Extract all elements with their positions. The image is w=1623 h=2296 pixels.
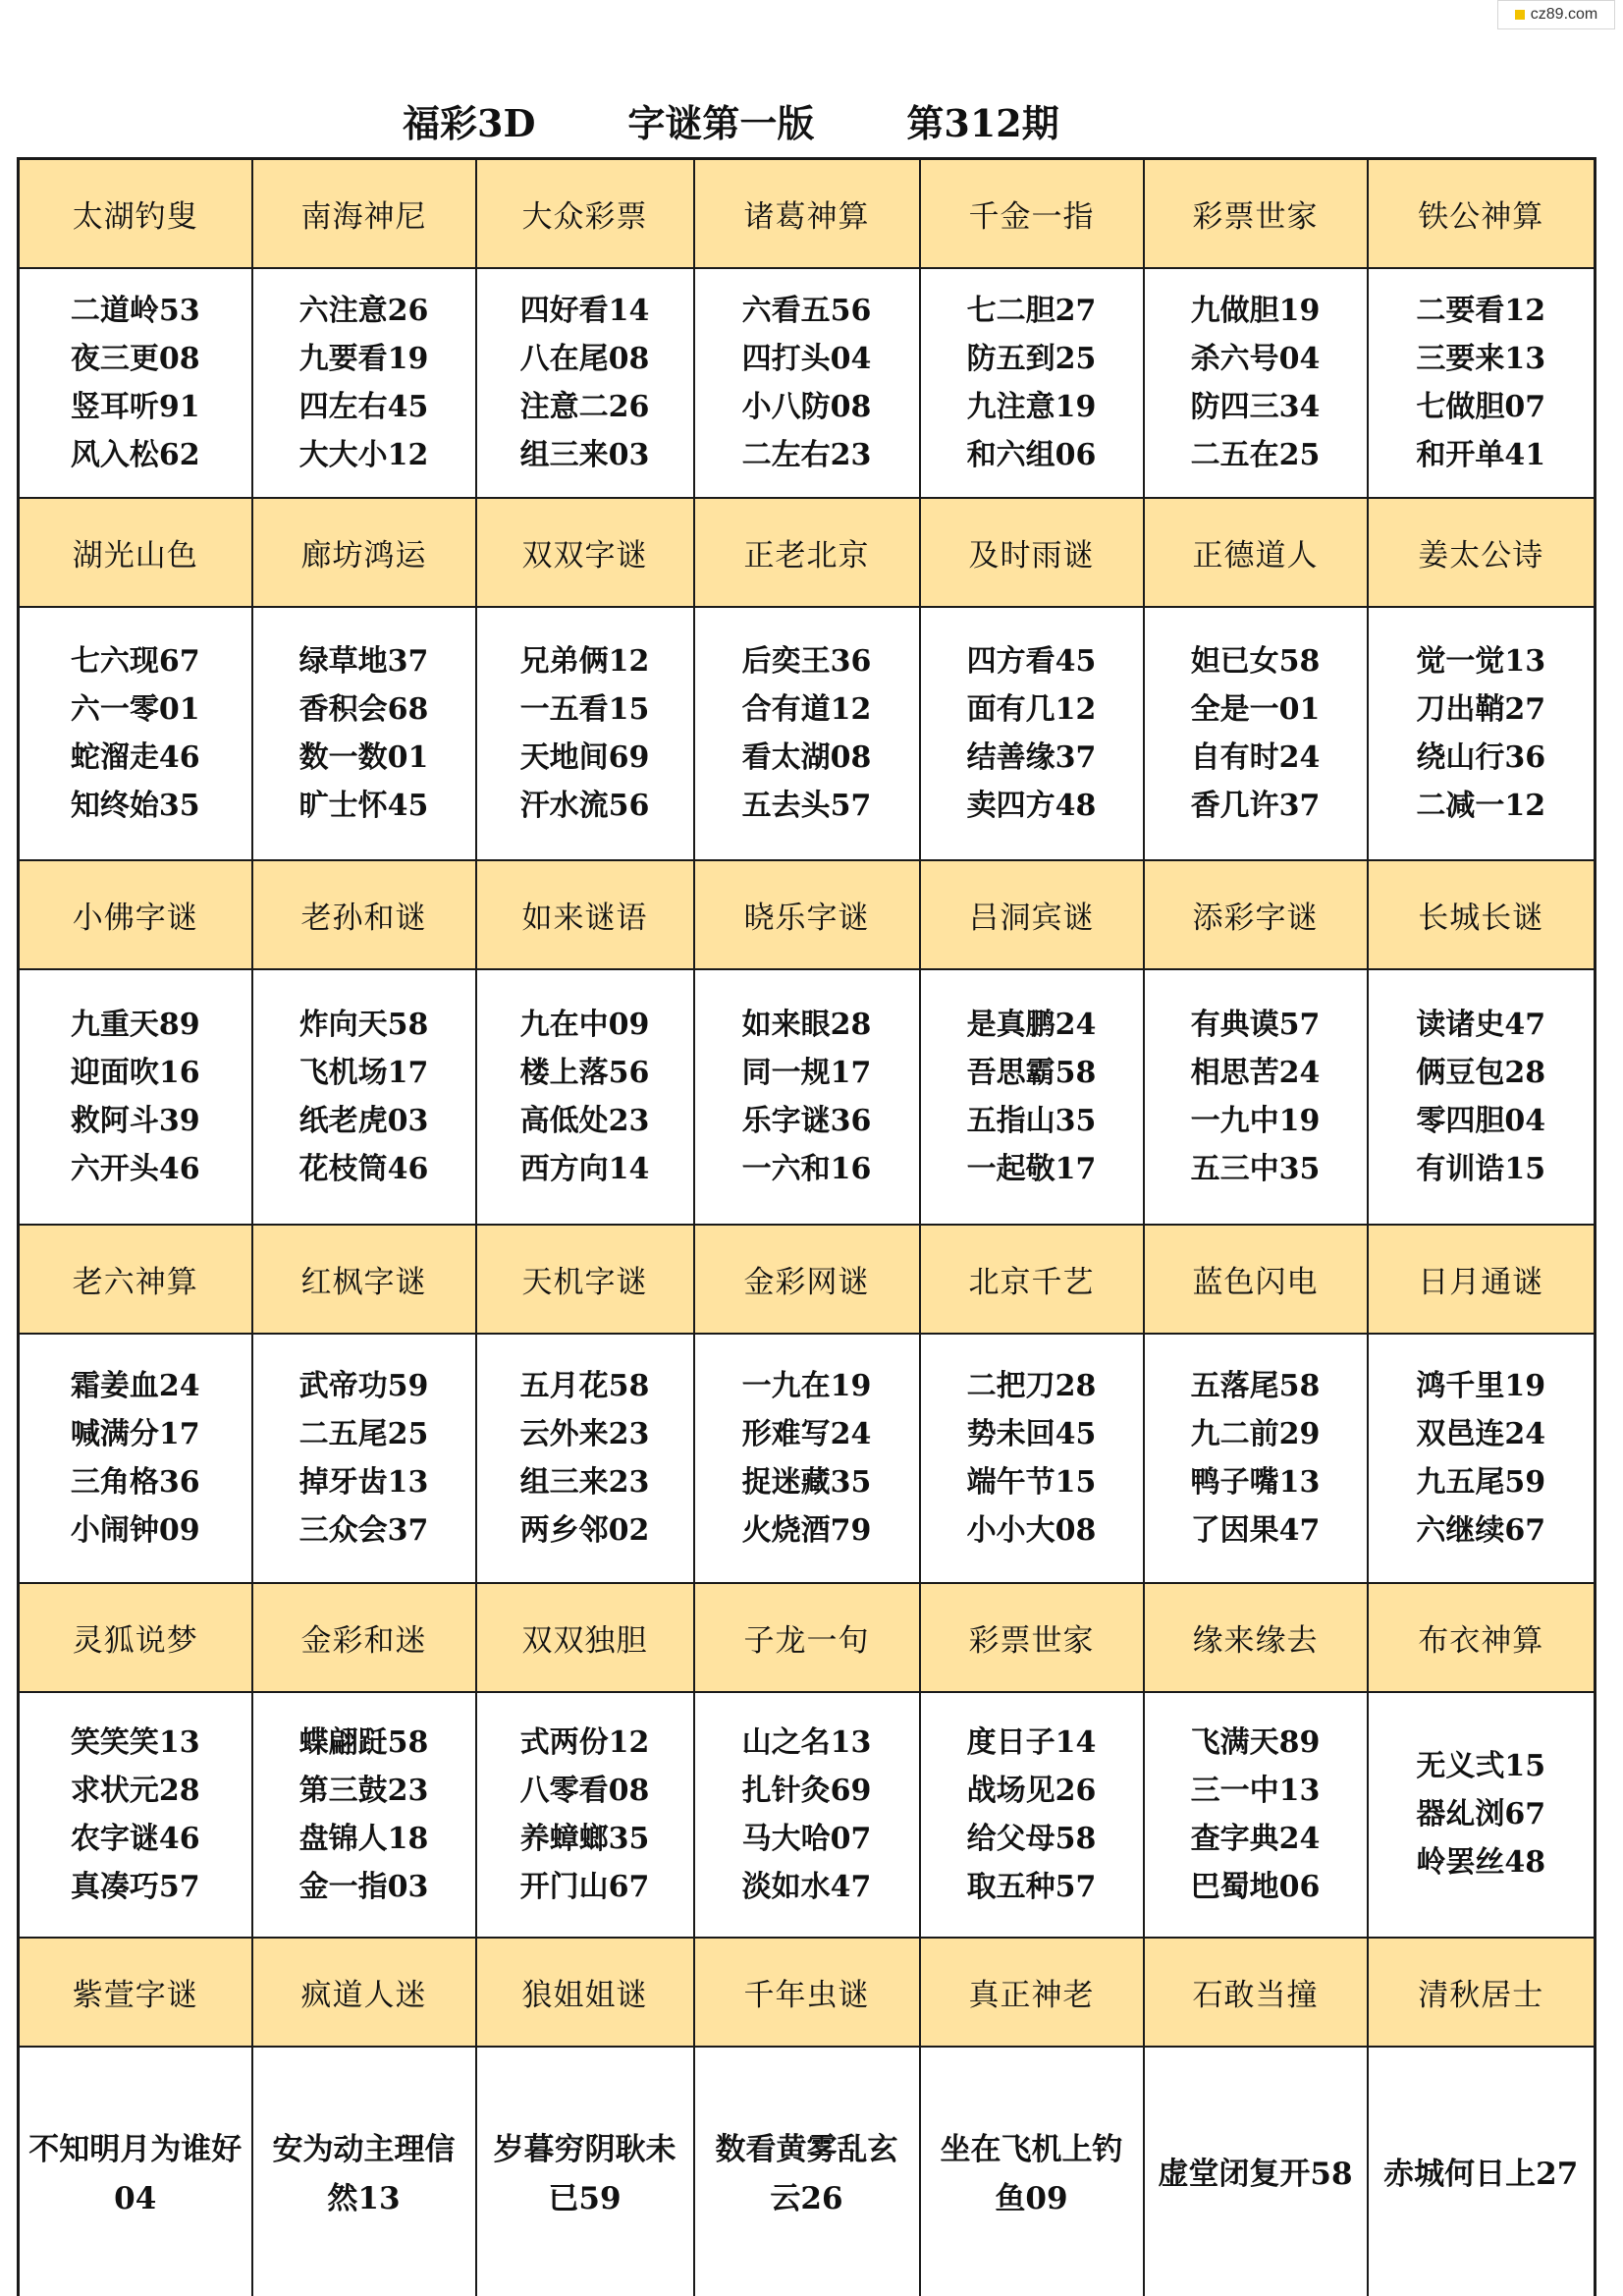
riddle-line: 六开头46	[70, 1151, 200, 1186]
riddle-line: 相思苦24	[1190, 1055, 1321, 1090]
riddle-cell	[920, 1334, 1144, 1583]
riddle-line: 无义弍15	[1416, 1749, 1546, 1783]
riddle-line: 霜姜血24	[70, 1368, 200, 1403]
header-row	[19, 1225, 1596, 1334]
riddle-line: 知终始35	[70, 788, 200, 823]
riddle-line: 组三来03	[519, 437, 650, 472]
poem-cell: 不知明月为谁好04	[19, 2047, 252, 2296]
riddle-grid	[17, 157, 1596, 2296]
riddle-line: 九在中09	[519, 1007, 650, 1042]
riddle-cell	[1368, 1334, 1596, 1583]
riddle-cell	[920, 1692, 1144, 1938]
riddle-line: 防五到25	[966, 341, 1097, 376]
riddle-line: 迎面吹16	[70, 1055, 200, 1090]
poem-cell: 数看黄雾乱玄云26	[694, 2047, 920, 2296]
riddle-line: 组三来23	[519, 1464, 650, 1500]
riddle-line: 数一数01	[298, 739, 429, 775]
author-name-cell: 双双独胆	[476, 1583, 694, 1692]
author-name-cell: 子龙一句	[694, 1583, 920, 1692]
riddle-line: 后奕王36	[741, 643, 872, 679]
riddle-line: 七做胆07	[1416, 389, 1546, 424]
riddle-line: 汗水流56	[519, 788, 650, 823]
riddle-line: 二把刀28	[966, 1368, 1097, 1403]
author-name-cell: 蓝色闪电	[1144, 1225, 1368, 1334]
author-name-cell: 彩票世家	[920, 1583, 1144, 1692]
riddle-cell	[920, 969, 1144, 1225]
author-name-cell: 布衣神算	[1368, 1583, 1596, 1692]
riddle-cell	[1144, 1692, 1368, 1938]
riddle-line: 二减一12	[1416, 788, 1546, 823]
riddle-line: 刀出鞘27	[1416, 691, 1546, 727]
riddle-line: 蛇溜走46	[70, 739, 200, 775]
riddle-line: 同一规17	[741, 1055, 872, 1090]
author-name-cell: 红枫字谜	[252, 1225, 476, 1334]
riddle-line: 高低处23	[519, 1103, 650, 1138]
riddle-line: 盘锦人18	[298, 1821, 429, 1856]
riddle-line: 九注意19	[966, 389, 1097, 424]
riddle-line: 捉迷藏35	[741, 1464, 872, 1500]
riddle-cell	[476, 1334, 694, 1583]
riddle-line: 乐字谜36	[741, 1103, 872, 1138]
riddle-cell	[252, 607, 476, 860]
riddle-line: 马大哈07	[741, 1821, 872, 1856]
poem-cell: 岁暮穷阴耿未已59	[476, 2047, 694, 2296]
riddle-line: 绕山行36	[1416, 739, 1546, 775]
riddle-line: 兄弟俩12	[519, 643, 650, 679]
riddle-line: 旷士怀45	[298, 788, 429, 823]
author-name-cell: 千金一指	[920, 159, 1144, 268]
riddle-line: 淡如水47	[741, 1869, 872, 1904]
header-row	[19, 860, 1596, 969]
riddle-line: 有训诰15	[1416, 1151, 1546, 1186]
riddle-line: 鸿千里19	[1416, 1368, 1546, 1403]
riddle-line: 二五在25	[1190, 437, 1321, 472]
riddle-line: 查字典24	[1190, 1821, 1321, 1856]
riddle-line: 农字谜46	[70, 1821, 200, 1856]
riddle-line: 五三中35	[1190, 1151, 1321, 1186]
riddle-line: 度日子14	[966, 1724, 1097, 1760]
riddle-cell	[19, 268, 252, 498]
riddle-line: 是真鹏24	[966, 1007, 1097, 1042]
riddle-cell	[1144, 607, 1368, 860]
riddle-line: 一九在19	[741, 1368, 872, 1403]
author-name-cell: 及时雨谜	[920, 498, 1144, 607]
author-name-cell: 灵狐说梦	[19, 1583, 252, 1692]
riddle-line: 飞机场17	[298, 1055, 429, 1090]
author-name-cell: 正德道人	[1144, 498, 1368, 607]
riddle-line: 飞满天89	[1190, 1724, 1321, 1760]
riddle-line: 一起敬17	[966, 1151, 1097, 1186]
riddle-line: 天地间69	[519, 739, 650, 775]
riddle-line: 战场见26	[966, 1773, 1097, 1808]
riddle-line: 养蟑螂35	[519, 1821, 650, 1856]
header-row	[19, 498, 1596, 607]
riddle-line: 一五看15	[519, 691, 650, 727]
riddle-line: 五月花58	[519, 1368, 650, 1403]
author-name-cell: 吕洞宾谜	[920, 860, 1144, 969]
author-name-cell: 正老北京	[694, 498, 920, 607]
riddle-line: 二要看12	[1416, 293, 1546, 328]
riddle-line: 六注意26	[298, 293, 429, 328]
author-name-cell: 金彩网谜	[694, 1225, 920, 1334]
author-name-cell: 彩票世家	[1144, 159, 1368, 268]
riddle-cell	[694, 268, 920, 498]
author-name-cell: 狼姐姐谜	[476, 1938, 694, 2047]
riddle-line: 九重天89	[70, 1007, 200, 1042]
poem-cell: 虚堂闭复开58	[1144, 2047, 1368, 2296]
page-title	[334, 81, 1178, 159]
riddle-row	[19, 1692, 1596, 1938]
riddle-line: 了因果47	[1190, 1512, 1321, 1548]
riddle-cell	[476, 607, 694, 860]
riddle-line: 七六现67	[70, 643, 200, 679]
riddle-line: 大大小12	[298, 437, 429, 472]
author-name-cell: 双双字谜	[476, 498, 694, 607]
author-name-cell: 长城长谜	[1368, 860, 1596, 969]
riddle-cell	[694, 1692, 920, 1938]
riddle-line: 四左右45	[298, 389, 429, 424]
riddle-line: 绿草地37	[298, 643, 429, 679]
riddle-line: 八零看08	[519, 1773, 650, 1808]
riddle-line: 零四胆04	[1416, 1103, 1546, 1138]
author-name-cell: 太湖钓叟	[19, 159, 252, 268]
author-name-cell: 小佛字谜	[19, 860, 252, 969]
riddle-cell	[920, 607, 1144, 860]
riddle-cell	[476, 268, 694, 498]
title-issue: 第312期	[906, 100, 1059, 145]
author-name-cell: 添彩字谜	[1144, 860, 1368, 969]
riddle-cell	[1144, 268, 1368, 498]
author-name-cell: 晓乐字谜	[694, 860, 920, 969]
riddle-line: 取五种57	[966, 1869, 1097, 1904]
riddle-line: 如来眼28	[741, 1007, 872, 1042]
riddle-line: 双邑连24	[1416, 1416, 1546, 1451]
riddle-line: 三要来13	[1416, 341, 1546, 376]
riddle-line: 防四三34	[1190, 389, 1321, 424]
riddle-line: 式两份12	[519, 1724, 650, 1760]
riddle-cell	[252, 969, 476, 1225]
logo-square-icon	[1515, 10, 1525, 20]
riddle-line: 妲已女58	[1190, 643, 1321, 679]
riddle-line: 金一指03	[298, 1869, 429, 1904]
riddle-line: 全是一01	[1190, 691, 1321, 727]
riddle-line: 云外来23	[519, 1416, 650, 1451]
riddle-cell	[252, 268, 476, 498]
author-name-cell: 金彩和迷	[252, 1583, 476, 1692]
poem-cell: 坐在飞机上钓鱼09	[920, 2047, 1144, 2296]
author-name-cell: 老六神算	[19, 1225, 252, 1334]
riddle-line: 七二胆27	[966, 293, 1097, 328]
author-name-cell: 紫萱字谜	[19, 1938, 252, 2047]
riddle-cell	[1144, 1334, 1368, 1583]
riddle-line: 二左右23	[741, 437, 872, 472]
riddle-line: 掉牙齿13	[298, 1464, 429, 1500]
riddle-cell	[252, 1692, 476, 1938]
author-name-cell: 真正神老	[920, 1938, 1144, 2047]
author-name-cell: 千年虫谜	[694, 1938, 920, 2047]
title-game: 福彩3D	[403, 100, 536, 145]
poem-cell: 赤城何日上27	[1368, 2047, 1596, 2296]
riddle-line: 岭罢丝48	[1416, 1845, 1546, 1880]
riddle-line: 山之名13	[741, 1724, 872, 1760]
riddle-line: 夜三更08	[70, 341, 200, 376]
riddle-line: 两乡邻02	[519, 1512, 650, 1548]
title-edition: 字谜第一版	[627, 100, 815, 145]
riddle-cell	[694, 969, 920, 1225]
author-name-cell: 姜太公诗	[1368, 498, 1596, 607]
author-name-cell: 南海神尼	[252, 159, 476, 268]
riddle-line: 求状元28	[70, 1773, 200, 1808]
riddle-cell	[476, 1692, 694, 1938]
author-name-cell: 石敢当撞	[1144, 1938, 1368, 2047]
riddle-line: 三众会37	[298, 1512, 429, 1548]
riddle-cell	[1368, 607, 1596, 860]
riddle-line: 蝶翩跹58	[298, 1724, 429, 1760]
riddle-line: 武帝功59	[298, 1368, 429, 1403]
author-name-cell: 缘来缘去	[1144, 1583, 1368, 1692]
riddle-line: 巴蜀地06	[1190, 1869, 1321, 1904]
riddle-line: 和六组06	[966, 437, 1097, 472]
author-name-cell: 湖光山色	[19, 498, 252, 607]
riddle-line: 合有道12	[741, 691, 872, 727]
riddle-row	[19, 268, 1596, 498]
riddle-line: 势未回45	[966, 1416, 1097, 1451]
riddle-line: 器乣浏67	[1416, 1797, 1546, 1831]
author-name-cell: 如来谜语	[476, 860, 694, 969]
header-row	[19, 1583, 1596, 1692]
riddle-line: 九五尾59	[1416, 1464, 1546, 1500]
riddle-cell	[694, 1334, 920, 1583]
riddle-line: 开门山67	[519, 1869, 650, 1904]
riddle-cell	[920, 268, 1144, 498]
riddle-cell	[1368, 969, 1596, 1225]
riddle-line: 九做胆19	[1190, 293, 1321, 328]
author-name-cell: 大众彩票	[476, 159, 694, 268]
watermark-badge	[1497, 0, 1615, 29]
riddle-line: 香积会68	[298, 691, 429, 727]
riddle-line: 四打头04	[741, 341, 872, 376]
riddle-cell	[19, 969, 252, 1225]
riddle-line: 三一中13	[1190, 1773, 1321, 1808]
riddle-row	[19, 969, 1596, 1225]
riddle-line: 杀六号04	[1190, 341, 1321, 376]
riddle-row	[19, 607, 1596, 860]
riddle-line: 觉一觉13	[1416, 643, 1546, 679]
author-name-cell: 北京千艺	[920, 1225, 1144, 1334]
riddle-cell	[1368, 268, 1596, 498]
riddle-line: 注意二26	[519, 389, 650, 424]
riddle-line: 小闹钟09	[70, 1512, 200, 1548]
poem-row	[19, 2047, 1596, 2296]
riddle-line: 九二前29	[1190, 1416, 1321, 1451]
riddle-line: 喊满分17	[70, 1416, 200, 1451]
riddle-cell	[1144, 969, 1368, 1225]
riddle-line: 卖四方48	[966, 788, 1097, 823]
riddle-line: 六看五56	[741, 293, 872, 328]
riddle-line: 有典谟57	[1190, 1007, 1321, 1042]
riddle-line: 端午节15	[966, 1464, 1097, 1500]
riddle-line: 鸭子嘴13	[1190, 1464, 1321, 1500]
riddle-line: 第三鼓23	[298, 1773, 429, 1808]
poem-cell: 安为动主理信然13	[252, 2047, 476, 2296]
riddle-row	[19, 1334, 1596, 1583]
riddle-line: 西方向14	[519, 1151, 650, 1186]
author-name-cell: 老孙和谜	[252, 860, 476, 969]
riddle-line: 二道岭53	[70, 293, 200, 328]
riddle-line: 读诸史47	[1416, 1007, 1546, 1042]
author-name-cell: 日月通谜	[1368, 1225, 1596, 1334]
riddle-cell	[1368, 1692, 1596, 1938]
riddle-line: 五落尾58	[1190, 1368, 1321, 1403]
riddle-line: 四好看14	[519, 293, 650, 328]
riddle-cell	[476, 969, 694, 1225]
riddle-line: 和开单41	[1416, 437, 1546, 472]
riddle-line: 五指山35	[966, 1103, 1097, 1138]
riddle-cell	[19, 1334, 252, 1583]
riddle-cell	[252, 1334, 476, 1583]
riddle-line: 三角格36	[70, 1464, 200, 1500]
riddle-line: 一六和16	[741, 1151, 872, 1186]
riddle-line: 五去头57	[741, 788, 872, 823]
author-name-cell: 清秋居士	[1368, 1938, 1596, 2047]
riddle-cell	[19, 1692, 252, 1938]
riddle-line: 六一零01	[70, 691, 200, 727]
riddle-line: 笑笑笑13	[70, 1724, 200, 1760]
riddle-line: 救阿斗39	[70, 1103, 200, 1138]
riddle-line: 花枝筒46	[298, 1151, 429, 1186]
riddle-line: 八在尾08	[519, 341, 650, 376]
riddle-line: 俩豆包28	[1416, 1055, 1546, 1090]
riddle-line: 真凑巧57	[70, 1869, 200, 1904]
riddle-line: 自有时24	[1190, 739, 1321, 775]
riddle-line: 一九中19	[1190, 1103, 1321, 1138]
header-row	[19, 1938, 1596, 2047]
riddle-line: 四方看45	[966, 643, 1097, 679]
riddle-line: 吾思霸58	[966, 1055, 1097, 1090]
riddle-line: 火烧酒79	[741, 1512, 872, 1548]
riddle-line: 面有几12	[966, 691, 1097, 727]
riddle-line: 楼上落56	[519, 1055, 650, 1090]
author-name-cell: 天机字谜	[476, 1225, 694, 1334]
riddle-line: 小八防08	[741, 389, 872, 424]
riddle-line: 纸老虎03	[298, 1103, 429, 1138]
riddle-line: 竖耳听91	[70, 389, 200, 424]
riddle-line: 结善缘37	[966, 739, 1097, 775]
watermark-text: cz89.com	[1530, 6, 1598, 23]
riddle-line: 九要看19	[298, 341, 429, 376]
riddle-line: 看太湖08	[741, 739, 872, 775]
author-name-cell: 疯道人迷	[252, 1938, 476, 2047]
riddle-line: 形难写24	[741, 1416, 872, 1451]
riddle-cell	[694, 607, 920, 860]
author-name-cell: 廊坊鸿运	[252, 498, 476, 607]
riddle-cell	[19, 607, 252, 860]
riddle-line: 香几许37	[1190, 788, 1321, 823]
author-name-cell: 铁公神算	[1368, 159, 1596, 268]
author-name-cell: 诸葛神算	[694, 159, 920, 268]
riddle-line: 给父母58	[966, 1821, 1097, 1856]
riddle-line: 小小大08	[966, 1512, 1097, 1548]
header-row	[19, 159, 1596, 268]
riddle-line: 扎针灸69	[741, 1773, 872, 1808]
riddle-line: 二五尾25	[298, 1416, 429, 1451]
riddle-line: 风入松62	[70, 437, 200, 472]
riddle-line: 炸向天58	[298, 1007, 429, 1042]
riddle-line: 六继续67	[1416, 1512, 1546, 1548]
